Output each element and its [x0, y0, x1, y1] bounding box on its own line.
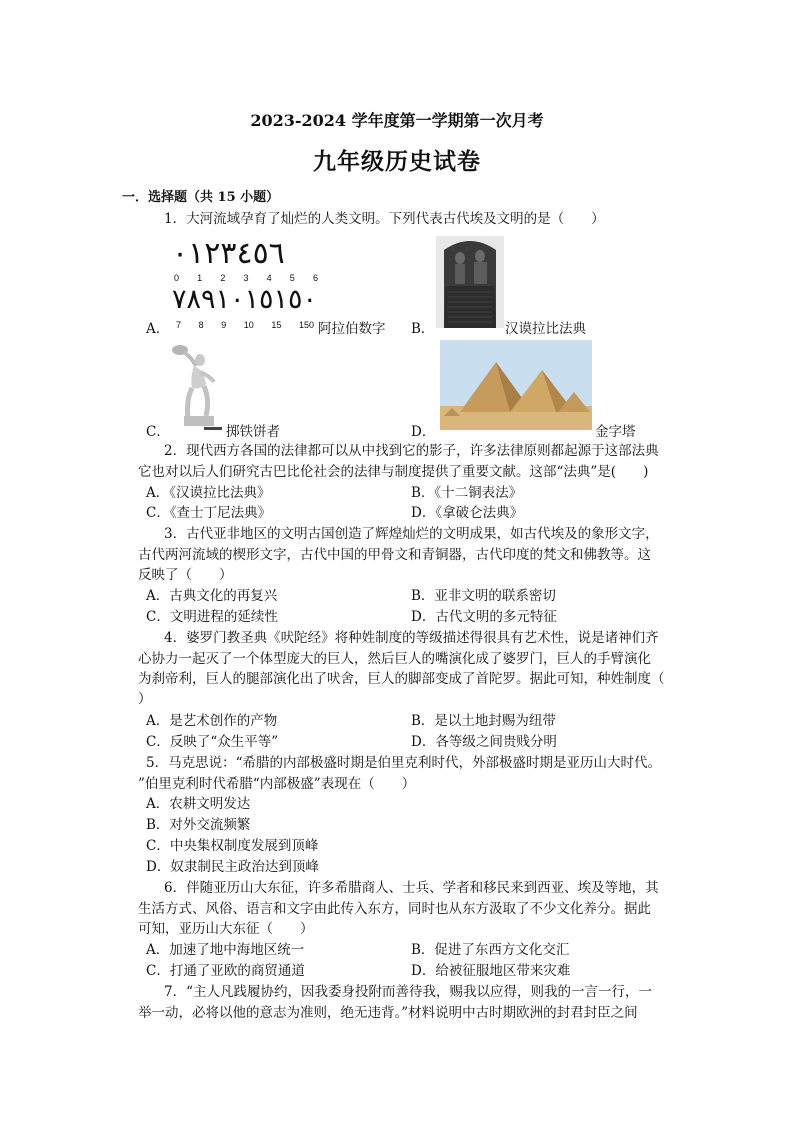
arabic-digits-bottom: ٧٨٩١٠١٥١٥٠ [172, 284, 318, 315]
section-heading: 一．选择题（共 15 小题） [122, 190, 280, 205]
q5-line-1: 5．马克思说：“希腊的内部极盛时期是伯里克利时代，外部极盛时期是亚历山大时代。 [146, 755, 661, 771]
q2-option-a: A．《汉谟拉比法典》 [146, 485, 271, 501]
q2-line-1: 2．现代西方各国的法律都可以从中找到它的影子，许多法律原则都起源于这部法典 [164, 443, 659, 459]
num-label: 7 [176, 320, 182, 330]
q3-option-d: D．古代文明的多元特征 [411, 609, 557, 625]
q5-option-a: A．农耕文明发达 [146, 796, 251, 812]
num-label: 8 [198, 320, 204, 330]
q3-line-2: 古代两河流域的楔形文字，古代中国的甲骨文和青铜器，古代印度的梵文和佛教等。这 [138, 547, 651, 563]
q4-line-1: 4．婆罗门教圣典《吠陀经》将种姓制度的等级描述得很具有艺术性，说是诸神们齐 [164, 630, 659, 646]
q6-option-d: D．给被征服地区带来灾难 [411, 963, 571, 979]
q1-stem: 1．大河流域孕育了灿烂的人类文明。下列代表古代埃及文明的是（ ） [164, 211, 605, 227]
q3-option-a: A．古典文化的再复兴 [146, 588, 278, 604]
q1-option-a-letter: A． [146, 321, 170, 337]
q4-line-2: 心协力一起灭了一个体型庞大的巨人，然后巨人的嘴演化成了婆罗门，巨人的手臂演化 [138, 651, 651, 667]
num-label: 150 [298, 320, 314, 330]
discobolus-statue-image [170, 340, 224, 430]
num-label: 5 [289, 273, 295, 283]
exam-title: 2023-2024 学年度第一学期第一次月考 [250, 111, 544, 130]
q5-option-b: B．对外交流频繁 [146, 817, 251, 833]
q1-option-b-letter: B． [411, 321, 435, 337]
q4-line-4: ） [138, 691, 152, 707]
num-label: 6 [312, 273, 318, 283]
num-label: 3 [243, 273, 249, 283]
q1-option-d-letter: D． [411, 424, 436, 440]
pyramids-image [440, 340, 592, 430]
num-label: 9 [221, 320, 227, 330]
num-label: 2 [220, 273, 226, 283]
q2-option-c: C．《查士丁尼法典》 [146, 505, 272, 521]
q4-option-a: A．是艺术创作的产物 [146, 713, 278, 729]
q5-option-c: C．中央集权制度发展到顶峰 [146, 838, 319, 854]
num-label: 10 [243, 320, 254, 330]
q4-option-d: D．各等级之间贵贱分明 [411, 734, 557, 750]
q6-option-c: C．打通了亚欧的商贸通道 [146, 963, 305, 979]
arabic-nums-bottom [176, 320, 314, 330]
arabic-digits-top: ٠١٢٣٤٥٦ [172, 236, 285, 271]
q4-option-b: B．是以土地封赐为纽带 [411, 713, 556, 729]
q6-option-a: A．加速了地中海地区统一 [146, 942, 305, 958]
q4-line-3: 为刹帝利，巨人的腿部演化出了吠舍，巨人的脚部变成了首陀罗。据此可知，种姓制度（ [138, 671, 665, 687]
q4-option-c: C．反映了“众生平等” [146, 734, 279, 750]
q6-option-b: B．促进了东西方文化交汇 [411, 942, 570, 958]
q2-option-d: D．《拿破仑法典》 [411, 505, 524, 521]
num-label: 1 [197, 273, 203, 283]
q6-line-1: 6．伴随亚历山大东征，许多希腊商人、士兵、学者和移民来到西亚、埃及等地，其 [164, 880, 659, 896]
num-label: 15 [271, 320, 282, 330]
q7-line-1: 7．“主人凡践履协约，因我委身投附而善待我，赐我以应得，则我的一言一行，一 [164, 984, 652, 1000]
q2-line-2: 它也对以后人们研究古巴比伦社会的法律与制度提供了重要文献。这部“法典”是( ) [138, 464, 649, 480]
q6-line-3: 可知，亚历山大东征（ ） [138, 921, 314, 937]
num-label: 0 [174, 273, 180, 283]
q5-line-2: ”伯里克利时代希腊“内部极盛”表现在（ ） [138, 776, 416, 792]
q3-line-1: 3．古代亚非地区的文明古国创造了辉煌灿烂的文明成果，如古代埃及的象形文字， [164, 526, 659, 542]
q7-line-2: 举一动，必将以他的意志为准则，绝无违背。”材料说明中古时期欧洲的封君封臣之间 [138, 1005, 638, 1021]
arabic-nums-top [174, 273, 318, 283]
q3-option-c: C．文明进程的延续性 [146, 609, 278, 625]
num-label: 4 [266, 273, 272, 283]
q1-option-c-label: 掷铁饼者 [226, 424, 280, 440]
q1-option-b-label: 汉谟拉比法典 [505, 321, 586, 337]
exam-subtitle: 九年级历史试卷 [313, 148, 481, 175]
hammurabi-stele-image [436, 236, 504, 328]
arabic-numerals-image [170, 236, 320, 332]
q1-option-d-label: 金字塔 [595, 424, 636, 440]
q1-option-c-letter: C． [146, 424, 170, 440]
q3-option-b: B．亚非文明的联系密切 [411, 588, 556, 604]
q2-option-b: B．《十二铜表法》 [411, 485, 523, 501]
q6-line-2: 生活方式、风俗、语言和文字由此传入东方，同时也从东方汲取了不少文化养分。据此 [138, 901, 651, 917]
q1-option-a-label: 阿拉伯数字 [318, 321, 386, 337]
q5-option-d: D．奴隶制民主政治达到顶峰 [146, 859, 319, 875]
q3-line-3: 反映了（ ） [138, 567, 233, 583]
